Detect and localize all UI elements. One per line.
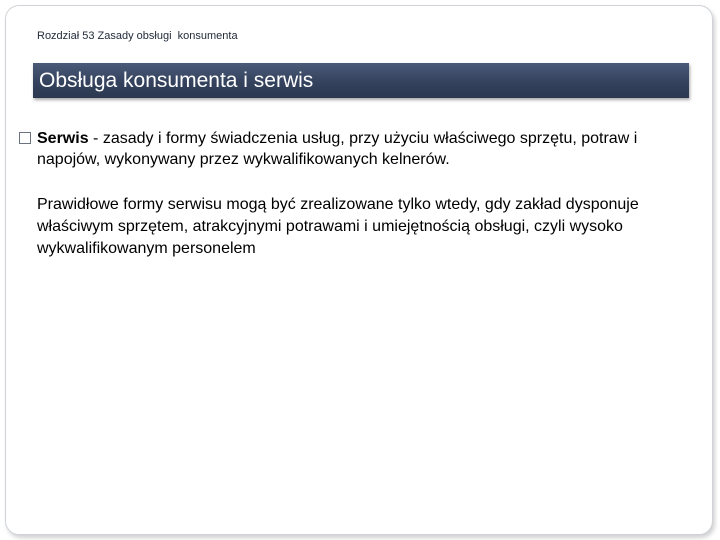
bullet-text xyxy=(37,128,677,170)
bullet-term: Serwis xyxy=(37,130,89,147)
chapter-header: Rozdział 53 Zasady obsługi konsumenta xyxy=(37,30,238,42)
body-paragraph: Prawidłowe formy serwisu mogą być zrealizowane tylko wtedy, gdy zakład dysponuje właściwym sprzętem, atrakcyjnymi potrawami i umiejętnością obsługi, czyli wysoko wykwalifikowanym personelem xyxy=(37,196,639,257)
hollow-square-bullet-icon xyxy=(19,132,31,144)
title-bar xyxy=(33,63,689,98)
slide-title: Obsługa konsumenta i serwis xyxy=(39,69,314,92)
bullet-definition: - zasady i formy świadczenia usług, przy użyciu właściwego sprzętu, potraw i napojów, wykonywany przez wykwalifikowanych kelnerów. xyxy=(37,130,638,168)
